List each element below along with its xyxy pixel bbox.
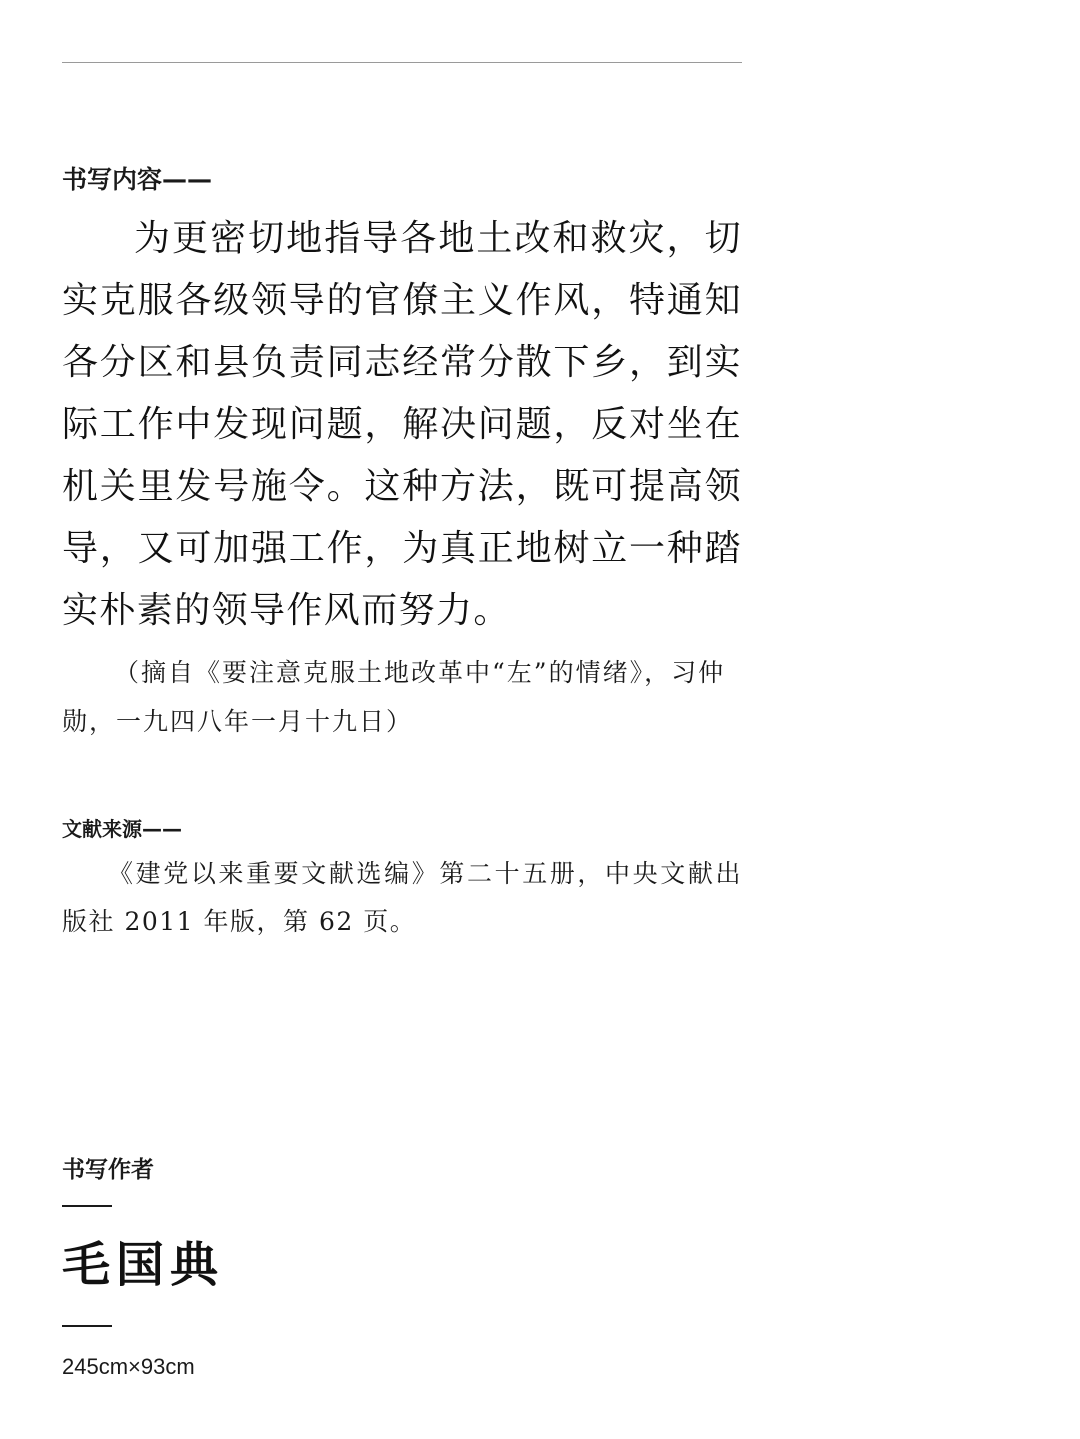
content-heading: 书写内容——	[62, 165, 213, 194]
top-divider	[62, 62, 742, 63]
source-text: 《建党以来重要文献选编》第二十五册，中央文献出版社 2011 年版，第 62 页。	[62, 859, 742, 936]
source-heading: 文献来源——	[62, 817, 182, 841]
citation: （摘自《要注意克服土地改革中“左”的情绪》，习仲勋，一九四八年一月十九日）	[62, 658, 726, 736]
author-divider-top	[62, 1205, 112, 1207]
author-name: 毛国典	[62, 1237, 225, 1293]
author-divider-bottom	[62, 1325, 112, 1327]
author-heading: 书写作者	[62, 1157, 154, 1183]
artwork-dimensions: 245cm×93cm	[62, 1354, 195, 1379]
content-text: 为更密切地指导各地土改和救灾，切实克服各级领导的官僚主义作风，特通知各分区和县负责同志经常分散下乡，到实际工作中发现问题，解决问题，反对坐在机关里发号施令。这种方法，既可提高领导，又可加强工作，为真正地树立一种踏实朴素的领导作风而努力。	[62, 218, 742, 631]
